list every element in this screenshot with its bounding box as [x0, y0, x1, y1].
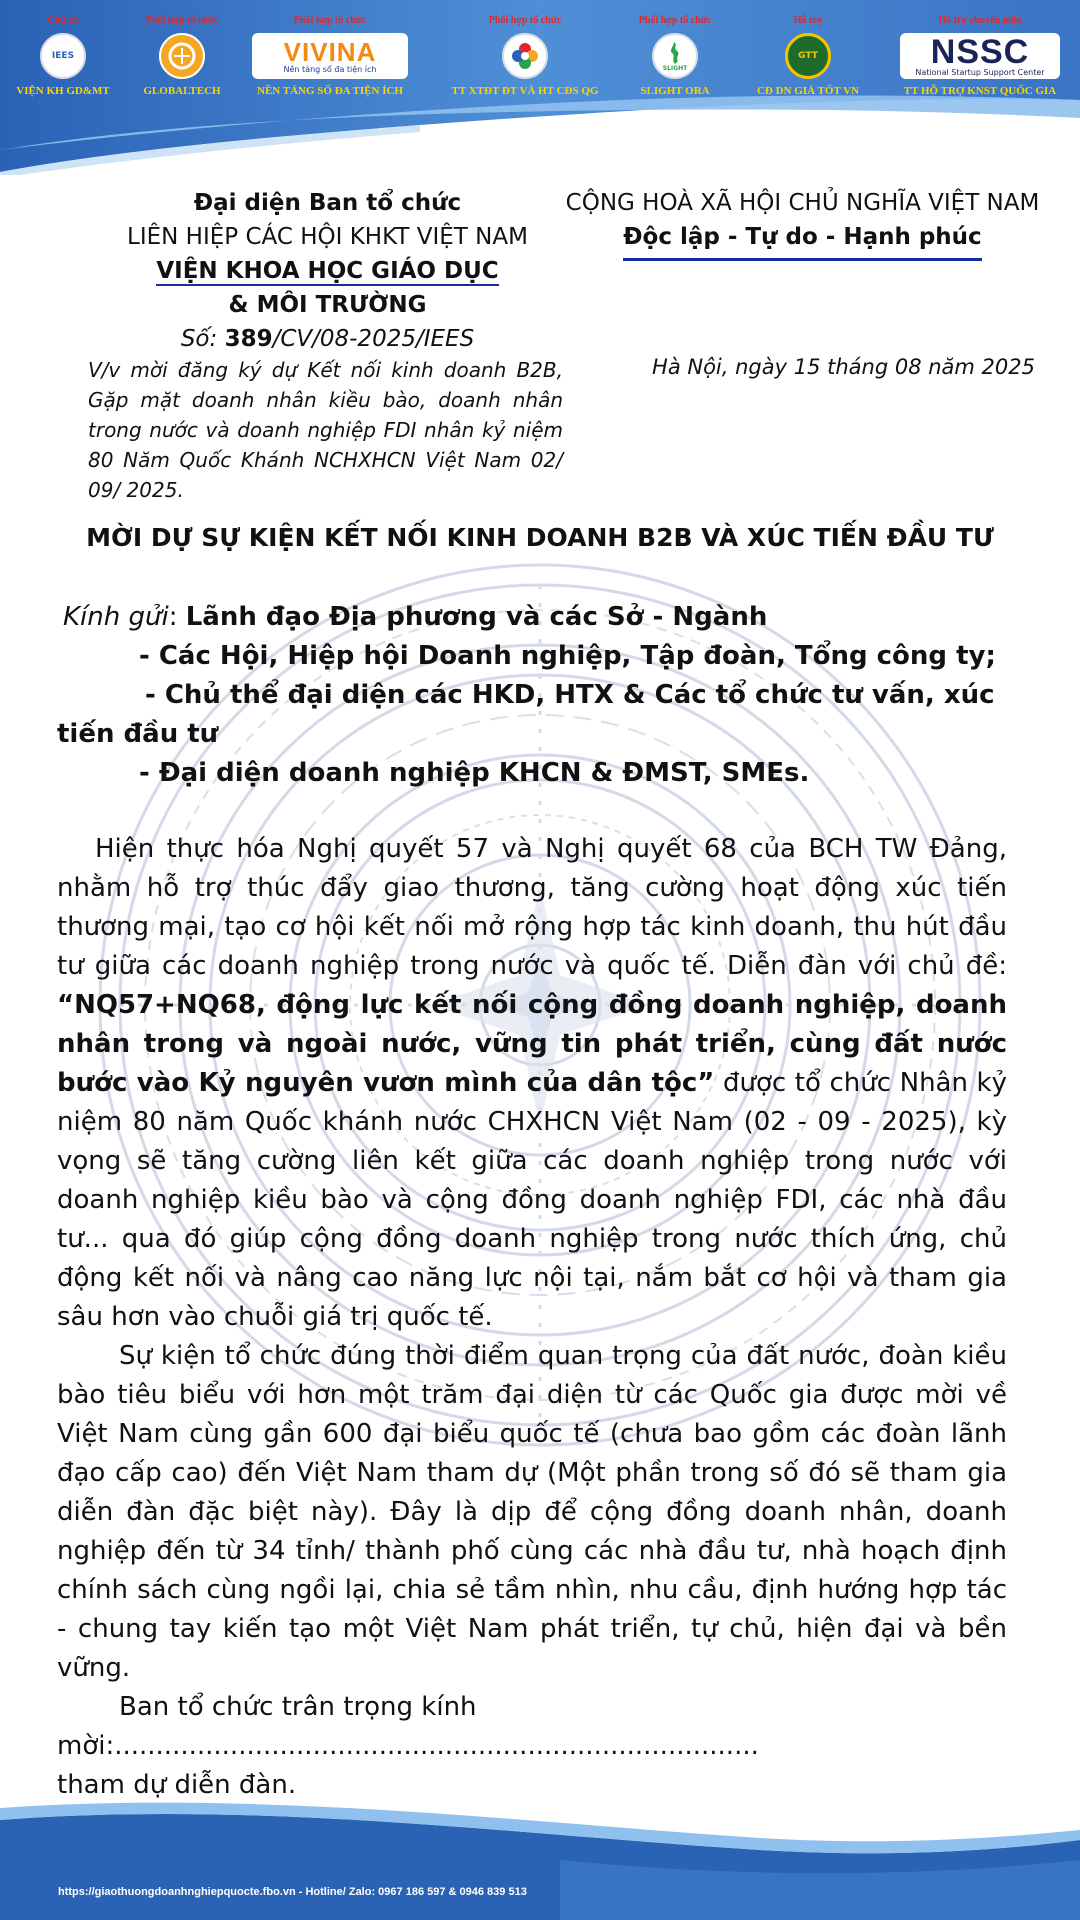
sponsor-item: [450, 14, 600, 98]
recipient-item: - Chủ thể đại diện các HKD, HTX & Các tổ chức tư vấn, xúc tiến đầu tư: [57, 680, 995, 749]
sponsor-item: [245, 14, 415, 98]
national-heading: [555, 186, 1050, 261]
sponsor-bar: [0, 0, 1080, 120]
footer-wave-band: [0, 1790, 1080, 1920]
body-paragraph: Hiện thực hóa Nghị quyết 57 và Nghị quyết 68 của BCH TW Đảng, nhằm hỗ trợ thúc đẩy giao thương, tăng cường hoạt động xúc tiến thương mại, tạo cơ hội kết nối mở rộng hợp tác kinh doanh, thu hút đầu tư giữa các doanh nghiệp trong nước và quốc tế. Diễn đàn với chủ đề: “NQ57+NQ68, động lực kết nối cộng đồng doanh nghiệp, doanh nhân trong và ngoài nước, vững tin phát triển, cùng đất nước bước vào Kỷ nguyên vươn mình của dân tộc” được tổ chức Nhân kỷ niệm 80 năm Quốc khánh nước CHXHCN Việt Nam (02 - 09 - 2025), kỳ vọng sẽ tăng cường liên kết giữa các doanh nghiệp trong nước với doanh nghiệp kiều bào và cộng đồng doanh nghiệp FDI, các nhà đầu tư... qua đó giúp cộng đồng doanh nghiệp trong nước thích ứng, chủ động kết nối và nâng cao năng lực nội tại, nắm bắt cơ hội và tham gia sâu hơn vào chuỗi giá trị quốc tế.: [57, 834, 1007, 1332]
forum-theme: “NQ57+NQ68, động lực kết nối cộng đồng doanh nghiệp, doanh nhân trong và ngoài nước, vững tin phát triển, cùng đất nước bước vào Kỷ nguyên vươn mình của dân tộc”: [57, 990, 1007, 1098]
organizer-title: Đại diện Ban tổ chức: [193, 190, 462, 216]
sponsor-item: [107, 14, 257, 98]
letter-body: [57, 830, 1007, 1805]
gtt-logo-icon: GTT: [785, 33, 831, 79]
sponsor-item: [888, 14, 1072, 98]
recipient-item: - Đại diện doanh nghiệp KHCN & ĐMST, SMEs.: [139, 758, 810, 788]
sponsor-item: [600, 14, 750, 98]
invitation-end: tham dự diễn đàn.: [57, 1770, 297, 1800]
organizer-block: [75, 186, 580, 356]
recipient-item: - Các Hội, Hiệp hội Doanh nghiệp, Tập đoàn, Tổng công ty;: [139, 641, 996, 671]
invitation-line: Ban tổ chức trân trọng kính mời:..............................................................................: [57, 1692, 759, 1761]
sponsor-role: Hỗ trợ: [793, 15, 823, 26]
sponsor-role: Phối hợp tổ chức: [145, 15, 219, 26]
sponsor-item: [733, 14, 883, 98]
sponsor-role: Hỗ trợ chuyên môn: [938, 15, 1022, 26]
recipients-block: [57, 598, 1007, 793]
iees-logo-icon: IEES: [40, 33, 86, 79]
page-title: MỜI DỰ SỰ KIỆN KẾT NỐI KINH DOANH B2B VÀ XÚC TIẾN ĐẦU TƯ: [86, 523, 994, 552]
sponsor-name: VIỆN KH GD&MT: [16, 85, 110, 97]
document-number: Số: 389/CV/08-2025/IEES: [180, 326, 475, 352]
national-motto: Độc lập - Tự do - Hạnh phúc: [623, 220, 981, 261]
sponsor-role: Phối hợp tổ chức: [638, 15, 712, 26]
sponsor-name: CĐ DN GIÁ TỐT VN: [756, 85, 860, 97]
document-subject: V/v mời đăng ký dự Kết nối kinh doanh B2B, Gặp mặt doanh nhân kiều bào, doanh nhân trong nước và doanh nghiệp FDI nhân kỷ niệm 80 Năm Quốc Khánh NCHXHCN Việt Nam 02/ 09/ 2025.: [88, 358, 563, 502]
flower-logo-icon: [502, 33, 548, 79]
sponsor-role: Phối hợp tổ chức: [488, 15, 562, 26]
organizer-institute-line2: & MÔI TRƯỜNG: [228, 292, 427, 318]
vivina-logo-icon: VIVINA Nền tảng số đa tiện ích: [252, 33, 408, 79]
sponsor-name: SLIGHT ORA: [640, 85, 710, 97]
sponsor-name: TT XTĐT ĐT VÀ HT CĐS QG: [451, 85, 599, 97]
organizer-institute: VIỆN KHOA HỌC GIÁO DỤC: [156, 258, 499, 284]
globaltech-logo-icon: [159, 33, 205, 79]
organizer-union: LIÊN HIỆP CÁC HỘI KHKT VIỆT NAM: [127, 224, 528, 250]
footer-contact: https://giaothuongdoanhnghiepquocte.fbo.vn - Hotline/ Zalo: 0967 186 597 & 0946 839 513: [58, 1886, 527, 1898]
document-date: Hà Nội, ngày 15 tháng 08 năm 2025: [652, 355, 1035, 379]
sponsor-name: NỀN TẢNG SỐ ĐA TIỆN ÍCH: [257, 85, 403, 97]
sponsor-role: Phối hợp tổ chức: [293, 15, 367, 26]
recipient-lead: Kính gửi: Lãnh đạo Địa phương và các Sở - Ngành: [63, 602, 768, 632]
nssc-logo-icon: NSSC National Startup Support Center: [900, 33, 1060, 79]
sponsor-name: GLOBALTECH: [143, 85, 221, 97]
republic-name: CỘNG HOÀ XÃ HỘI CHỦ NGHĨA VIỆT NAM: [565, 190, 1040, 216]
body-paragraph: Sự kiện tổ chức đúng thời điểm quan trọng của đất nước, đoàn kiều bào tiêu biểu với hơn một trăm đại diện từ các Quốc gia được mời về Việt Nam cùng gần 600 đại biểu quốc tế (chưa bao gồm các đoàn lãnh đạo cấp cao) đến Việt Nam tham dự (Một phần trong số đó sẽ tham gia diễn đàn đặc biệt này). Đây là dịp để cộng đồng doanh nhân, doanh nghiệp đến từ 34 tỉnh/ thành phố cùng các nhà đầu tư, nhà hoạch định chính sách cùng ngồi lại, chia sẻ tầm nhìn, nhu cầu, định hướng hợp tác - chung tay kiến tạo một Việt Nam phát triển, tự chủ, hiện đại và bền vững.: [57, 1341, 1007, 1683]
slight-map-logo-icon: SLIGHT: [652, 33, 698, 79]
sponsor-name: TT HỖ TRỢ KNST QUỐC GIA: [903, 85, 1057, 97]
sponsor-role: Chủ trì: [47, 15, 79, 26]
